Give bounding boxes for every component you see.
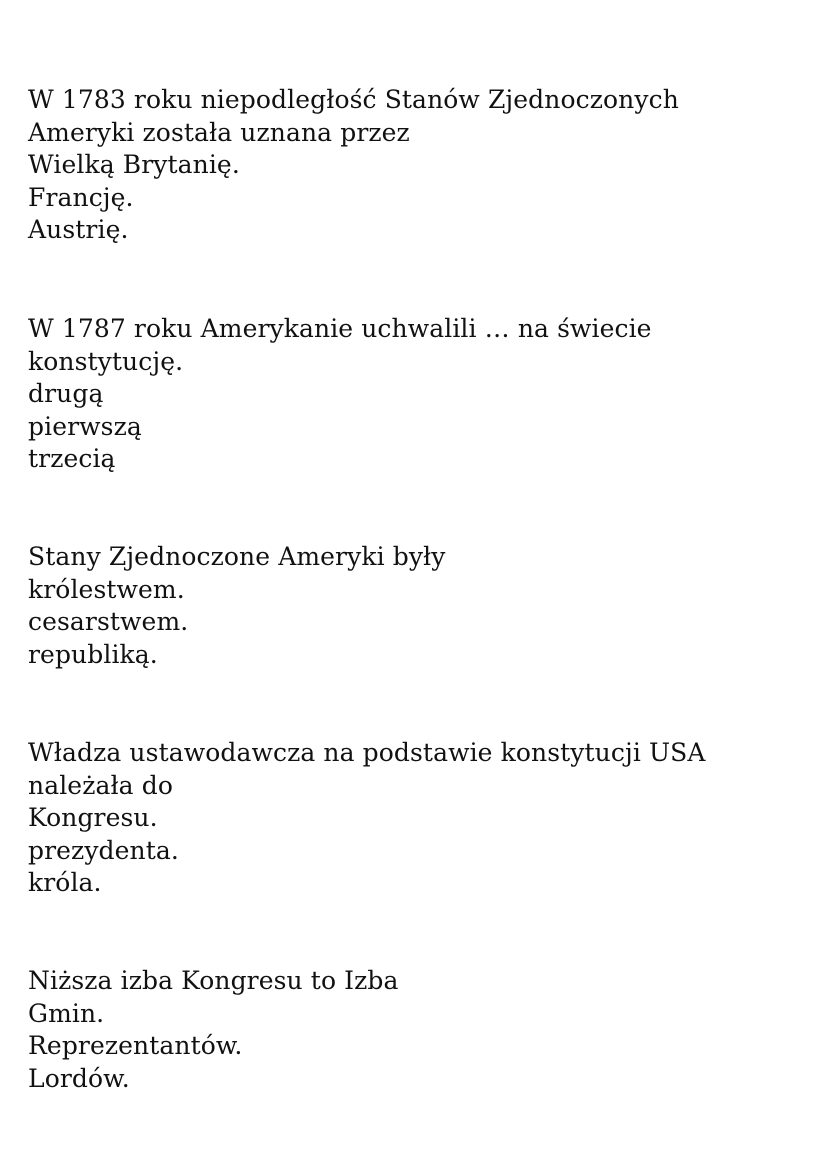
question-stem-line: Ameryki została uznana przez bbox=[28, 117, 410, 147]
answer-option: pierwszą bbox=[28, 411, 142, 441]
question-stem-line: W 1783 roku niepodległość Stanów Zjednoczonych bbox=[28, 85, 679, 114]
answer-option: Reprezentantów. bbox=[28, 1031, 243, 1060]
answer-option: Wielką Brytanię. bbox=[28, 150, 240, 179]
question-4 bbox=[28, 737, 808, 900]
answer-option: Lordów. bbox=[28, 1063, 130, 1093]
answer-option: królestwem. bbox=[28, 574, 185, 604]
question-5 bbox=[28, 965, 808, 1095]
question-3 bbox=[28, 541, 808, 671]
answer-option: Kongresu. bbox=[28, 803, 158, 832]
question-stem-line: konstytucję. bbox=[28, 346, 184, 376]
answer-option: prezydenta. bbox=[28, 835, 179, 865]
question-stem-line: należała do bbox=[28, 770, 173, 800]
question-stem-line: Stany Zjednoczone Ameryki były bbox=[28, 542, 446, 571]
question-1 bbox=[28, 84, 808, 247]
question-stem-line: Władza ustawodawcza na podstawie konstytucji USA bbox=[28, 738, 706, 767]
answer-option: trzecią bbox=[28, 444, 116, 473]
answer-option: Francję. bbox=[28, 182, 134, 212]
answer-option: króla. bbox=[28, 868, 102, 897]
answer-option: republiką. bbox=[28, 639, 158, 669]
answer-option: Gmin. bbox=[28, 998, 105, 1028]
answer-option: drugą bbox=[28, 379, 104, 408]
question-2 bbox=[28, 313, 808, 476]
answer-option: Austrię. bbox=[28, 215, 129, 244]
question-stem-line: W 1787 roku Amerykanie uchwalili … na świecie bbox=[28, 314, 652, 343]
answer-option: cesarstwem. bbox=[28, 607, 189, 636]
question-stem-line: Niższa izba Kongresu to Izba bbox=[28, 966, 399, 995]
